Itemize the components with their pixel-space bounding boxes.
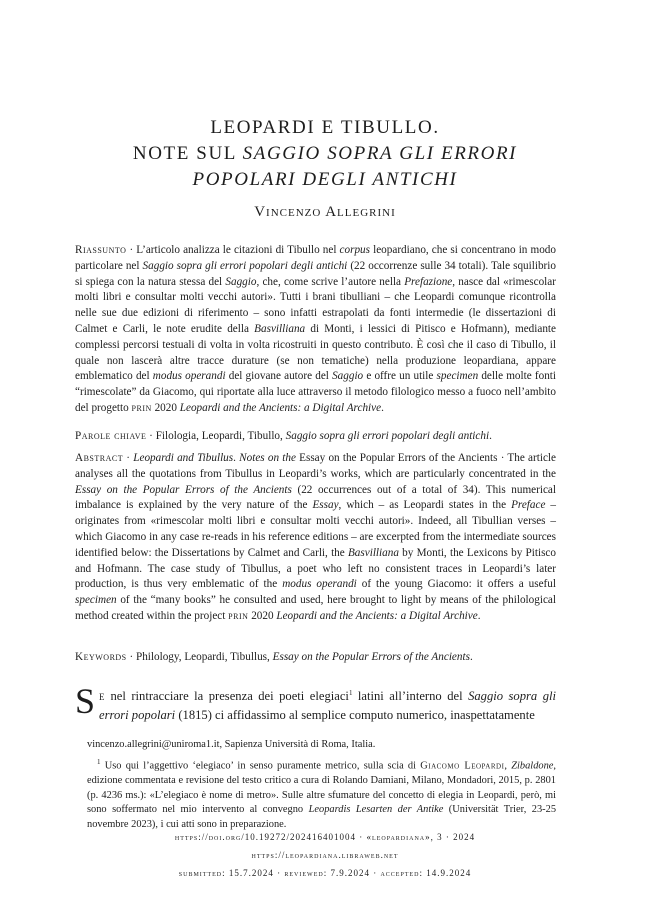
article-title-line-2 [0, 141, 650, 167]
riassunto-label: Riassunto [75, 244, 127, 256]
article-title-line-3: POPOLARI DEGLI ANTICHI [192, 169, 458, 190]
keywords-paragraph [75, 650, 556, 666]
text-run: of the young Giacomo: it offers a useful [356, 578, 556, 591]
smallcaps-run: prin [131, 401, 152, 414]
text-run: nel rintracciare la presenza dei poeti elegiaci [105, 689, 349, 704]
italic-run: Saggio sopra gli errori popolari [99, 689, 556, 723]
drop-cap: S [75, 681, 96, 721]
italic-run: Leopardis Lesarten der Antike [308, 804, 444, 816]
text-run: (22 occorrenze sulle 34 totali). Tale squilibrio si spiega con la natura stessa del [75, 259, 556, 288]
text-run: . [477, 609, 481, 622]
footnote-1 [87, 755, 556, 832]
riassunto-paragraph [75, 243, 556, 417]
text-run: (1815) ci affidassimo al semplice computo numerico, inaspettatamente [175, 708, 535, 723]
abstract-paragraph [75, 451, 556, 625]
italic-run: modus operandi [152, 370, 226, 383]
separator: · [146, 430, 156, 442]
italic-run: Leopardi and Tibullus [133, 452, 234, 464]
text-run: Filologia, Leopardi, Tibullo, [155, 430, 286, 442]
text-run: . [381, 401, 384, 414]
text-run: , edizione commentata e revisione del testo critico a cura di Rolando Damiani, Milano, Mondadori, 2015, p. 2801 (p. 4236 ms.): «L’elegiaco è nome di metro». Sulle altre sfumature del concetto di elegia in Leopardi, però, mi sono soffermato nel mio intervento al convegno [87, 760, 557, 816]
italic-run: Saggio [332, 370, 364, 383]
italic-run: Prefazione [404, 275, 453, 288]
text-run: del giovane autore del [225, 370, 333, 383]
text-run: by Monti, the Lexicons by Pitisco and Hofmann. The case study of Tibullus, a poet who left no consistent traces in Leopardi’s later production, is thus very emblematic of the [75, 546, 556, 591]
text-run: . [489, 430, 492, 442]
body-paragraph [75, 681, 556, 725]
italic-run: Essay on the Popular Errors of the Ancients [75, 483, 292, 496]
text-run: . [233, 452, 240, 464]
text-run: of the “many books” he consulted and used, here brought to light by means of the philological method created within the project [75, 594, 556, 622]
text-run: delle molte fonti “rimescolate” da Giacomo, qui riportate alla luce attraverso il metodo filologico messo a fuoco nell’ambito del progetto [75, 370, 557, 414]
parole-chiave-paragraph [75, 429, 556, 445]
author-affiliation: vincenzo.allegrini@uniroma1.it, Sapienza Università di Roma, Italia. [87, 739, 376, 750]
text-run: , which – as Leopardi states in the [338, 499, 512, 512]
italic-run: Leopardi and the Ancients: a Digital Archive [179, 401, 382, 414]
doi-line[interactable]: https://doi.org/10.19272/202416401004 · «leopardiana», 3 · 2024 [174, 832, 476, 842]
author-name: Vincenzo Allegrini [254, 204, 396, 220]
text-run: 2020 [151, 401, 180, 414]
title-italic: SAGGIO SOPRA GLI ERRORI [242, 143, 518, 164]
submission-dates: submitted: 15.7.2024 · reviewed: 7.9.2024 · accepted: 14.9.2024 [178, 868, 472, 878]
italic-run: Leopardi and the Ancients: a Digital Archive [276, 609, 478, 622]
text-run: Philology, Leopardi, Tibullus, [135, 651, 273, 663]
text-run: latini all’interno del [352, 689, 469, 704]
text-run: e offre un utile [363, 370, 437, 383]
smallcaps-run: e [99, 689, 106, 704]
italic-run: Saggio sopra gli errori popolari degli antichi [285, 430, 490, 442]
text-run: – originates from «rimescolar molti libri e consultar molti vecchi autori». Indeed, all Tibullian verses – which Giacomo in any case re-reads in his reference editions – are excerpted from the intermediate sources identified below: the Dissertations by Calmet and Carli, the [75, 499, 557, 559]
italic-run: modus operandi [282, 578, 357, 591]
italic-run: specimen [75, 594, 117, 607]
italic-run: corpus [339, 244, 371, 256]
footnote-number: 1 [97, 758, 101, 766]
article-title-line-1: LEOPARDI E TIBULLO. [210, 117, 440, 138]
text-run: di Monti, i lessici di Pitisco e Hofmann), mediante complessi percorsi testuali di volta in volta ricostruiti in questo contributo. È così che il caso di Tibullo, il quale non lascerà altre tracce durature (se non tematiche) nella produzione leopardiana, appare emblematico del [75, 322, 556, 383]
italic-run: Preface [511, 499, 546, 512]
title-plain: NOTE SUL [132, 143, 243, 164]
footnote-ref[interactable]: 1 [348, 689, 353, 697]
italic-run: Essay on the Popular Errors of the Ancients [272, 651, 470, 663]
keywords-label: Keywords [75, 651, 127, 663]
text-run: Uso qui l’aggettivo ‘elegiaco’ in senso puramente metrico, sulla scia di [100, 760, 421, 772]
text-run: . [469, 651, 473, 663]
text-run: (22 occurrences out of a total of 34). This numerical imbalance is explained by the very nature of the [75, 483, 556, 512]
smallcaps-run: Giacomo Leopardi [420, 760, 505, 772]
parole-chiave-label: Parole chiave [75, 430, 147, 442]
text-run: 2020 [248, 609, 277, 622]
italic-run: Notes on the [239, 452, 296, 464]
text-run: , [504, 760, 512, 772]
separator: · [126, 651, 136, 663]
text-run: leopardiano, che si concentrano in modo particolare nel [75, 244, 556, 272]
italic-run: Saggio [225, 275, 257, 288]
smallcaps-run: prin [228, 609, 249, 622]
italic-run: Basvilliana [254, 322, 306, 335]
text-run: Essay on the Popular Errors of the Ancients · The article analyses all the quotations from Tibullus in Leopardi’s works, which are particularly concentrated in the [75, 452, 556, 480]
abstract-label: Abstract [75, 452, 124, 464]
italic-run: Zibaldone [511, 760, 554, 772]
italic-run: Essay [312, 499, 339, 512]
italic-run: Basvilliana [347, 546, 399, 559]
separator: · [123, 452, 134, 464]
italic-run: Saggio sopra gli errori popolari degli antichi [142, 259, 348, 272]
text-run: , che, come scrive l’autore nella [256, 275, 405, 288]
journal-url[interactable]: https://leopardiana.libraweb.net [251, 850, 399, 860]
separator: · [126, 244, 137, 256]
text-run: (Universität Trier, 23-25 novembre 2023), i cui atti sono in preparazione. [87, 804, 557, 830]
italic-run: specimen [436, 370, 479, 383]
text-run: , nasce dal «rimescolar molti libri e consultar molti vecchi autori». Tutti i brani tibulliani – che Leopardi comunque ricontrolla nelle sue due edizioni di riferimento – sono infatti estrapolati da fonti intermedie (le dissertazioni di Calmet e Carli, le note erudite della [75, 275, 556, 335]
text-run: L’articolo analizza le citazioni di Tibullo nel [136, 244, 340, 256]
